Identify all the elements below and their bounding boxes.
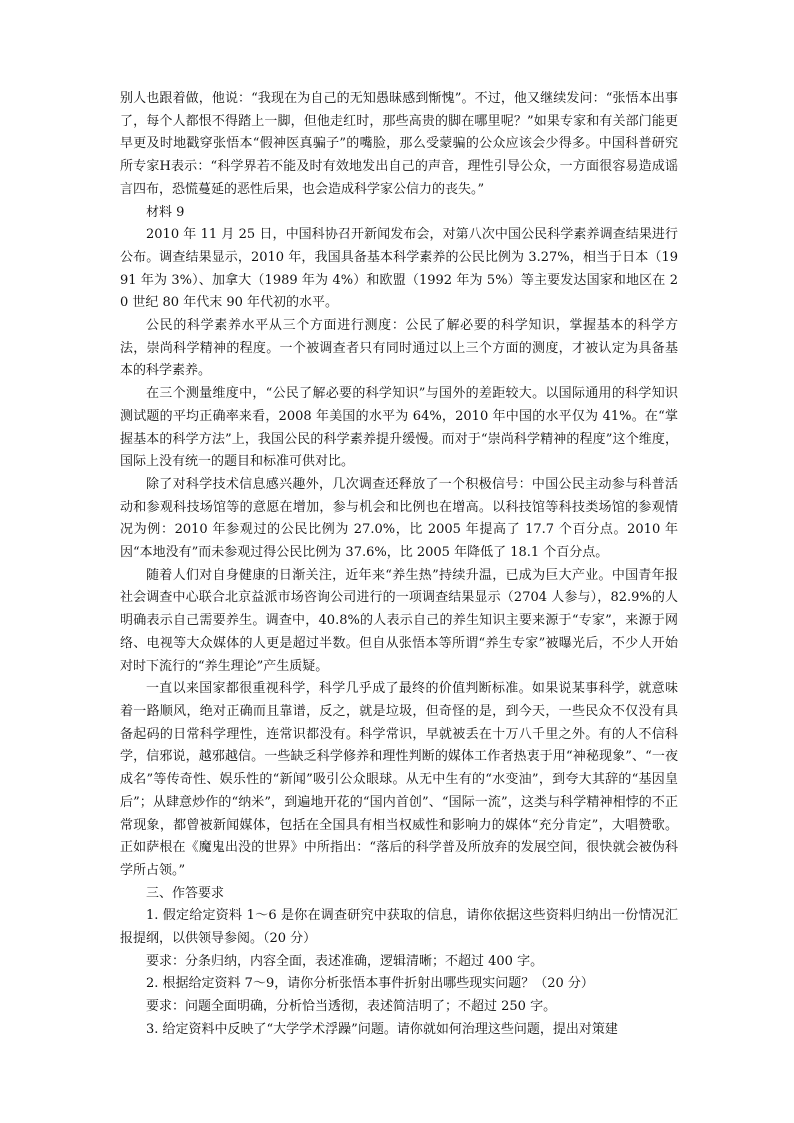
paragraph-pseudoscience-media: 一直以来国家都很重视科学，科学几乎成了最终的价值判断标准。如果说某事科学，就意味着一路顺风，绝对正确而且靠谱，反之，就是垃圾，但奇怪的是，到今天，一些民众不仅没有具备起码的日常科学理性，连常识都没有。科学常识，早就被丢在十万八千里之外。有的人不信科学，信邪说，越邪越信。一些缺乏科学修养和理性判断的媒体工作者热衷于用“神秘现象”、“一夜成名”等传奇性、娱乐性的“新闻”吸引公众眼球。从无中生有的“水变油”，到夸大其辞的“基因皇后”；从肆意炒作的“纳米”，到遍地开花的“国内首创”、“国际一流”，这类与科学精神相悖的不正常现象，都曾被新闻媒体，包括在全国具有相当权威性和影响力的媒体“充分肯定”，大唱赞歌。正如萨根在《魔鬼出没的世界》中所指出：“落后的科学普及所放弃的发展空间，很快就会被伪科学所占领。”	[120, 681, 678, 878]
paragraph-science-museum-visits: 除了对科学技术信息感兴趣外，几次调查还释放了一个积极信号：中国公民主动参与科普活动和参观科技场馆等的意愿在增加，参与机会和比例也在增高。以科技馆等科技类场馆的参观情况为例：2010 年参观过的公民比例为 27.0%，比 2005 年提高了 17.7 个百分点。2010 年因“本地没有”而未参观过得公民比例为 37.6%，比 2005 年降低了 18.1 个百分点。	[120, 476, 678, 561]
paragraph-measurement-dimensions: 在三个测量维度中，“公民了解必要的科学知识”与国外的差距较大。以国际通用的科学知识测试题的平均正确率来看，2008 年美国的水平为 64%，2010 年中国的水平仅为 41%。在“掌握基本的科学方法”上，我国公民的科学素养提升缓慢。而对于“崇尚科学精神的程度”这个维度，国际上没有统一的题目和标准可供对比。	[120, 386, 678, 470]
section-3-heading: 三、作答要求	[146, 885, 225, 901]
question-1-requirement: 要求：分条归纳，内容全面，表述准确，逻辑清晰；不超过 400 字。	[146, 953, 544, 969]
material-9-label: 材料 9	[146, 204, 185, 220]
question-2-requirement: 要求：问题全面明确，分析恰当透彻，表述简洁明了；不超过 250 字。	[146, 999, 557, 1015]
document-page	[120, 88, 678, 1042]
paragraph-health-craze: 随着人们对自身健康的日渐关注，近年来“养生热”持续升温，已成为巨大产业。中国青年报社会调查中心联合北京益派市场咨询公司进行的一项调查结果显示（2704 人参与），82.9%的人明确表示自己需要养生。调查中，40.8%的人表示自己的养生知识主要来源于“专家”，来源于网络、电视等大众媒体的人更是超过半数。但自从张悟本等所谓“养生专家”被曝光后，不少人开始对时下流行的“养生理论”产生质疑。	[120, 567, 678, 674]
paragraph-science-literacy-survey: 2010 年 11 月 25 日，中国科协召开新闻发布会，对第八次中国公民科学素养调查结果进行公布。调查结果显示，2010 年，我国具备基本科学素养的公民比例为 3.27%，相当于日本（1991 年为 3%）、加拿大（1989 年为 4%）和欧盟（1992 年为 5%）等主要发达国家和地区在 20 世纪 80 年代末 90 年代初的水平。	[120, 227, 678, 311]
paragraph-zhang-wuben-criticism: 别人也跟着做，他说：“我现在为自己的无知愚昧感到惭愧”。不过，他又继续发问：“张悟本出事了，每个人都恨不得踏上一脚，但他走红时，那些高贵的脚在哪里呢？”如果专家和有关部门能更早更及时地戳穿张悟本“假神医真骗子”的嘴脸，那么受蒙骗的公众应该会少得多。中国科普研究所专家H表示：“科学界若不能及时有效地发出自己的声音，理性引导公众，一方面很容易造成谣言四布，恐慌蔓延的恶性后果，也会造成科学家公信力的丧失。”	[120, 91, 678, 197]
question-1: 1. 假定给定资料 1～6 是你在调查研究中获取的信息，请你依据这些资料归纳出一份情况汇报提纲，以供领导参阅。（20 分）	[120, 908, 678, 947]
paragraph-literacy-measurement: 公民的科学素养水平从三个方面进行测度：公民了解必要的科学知识，掌握基本的科学方法，崇尚科学精神的程度。一个被调查者只有同时通过以上三个方面的测度，才被认定为具备基本的科学素养。	[120, 318, 678, 379]
question-3: 3. 给定资料中反映了“大学学术浮躁”问题。请你就如何治理这些问题，提出对策建	[146, 1021, 618, 1037]
question-2: 2. 根据给定资料 7～9，请你分析张悟本事件折射出哪些现实问题？（20 分）	[146, 976, 594, 992]
